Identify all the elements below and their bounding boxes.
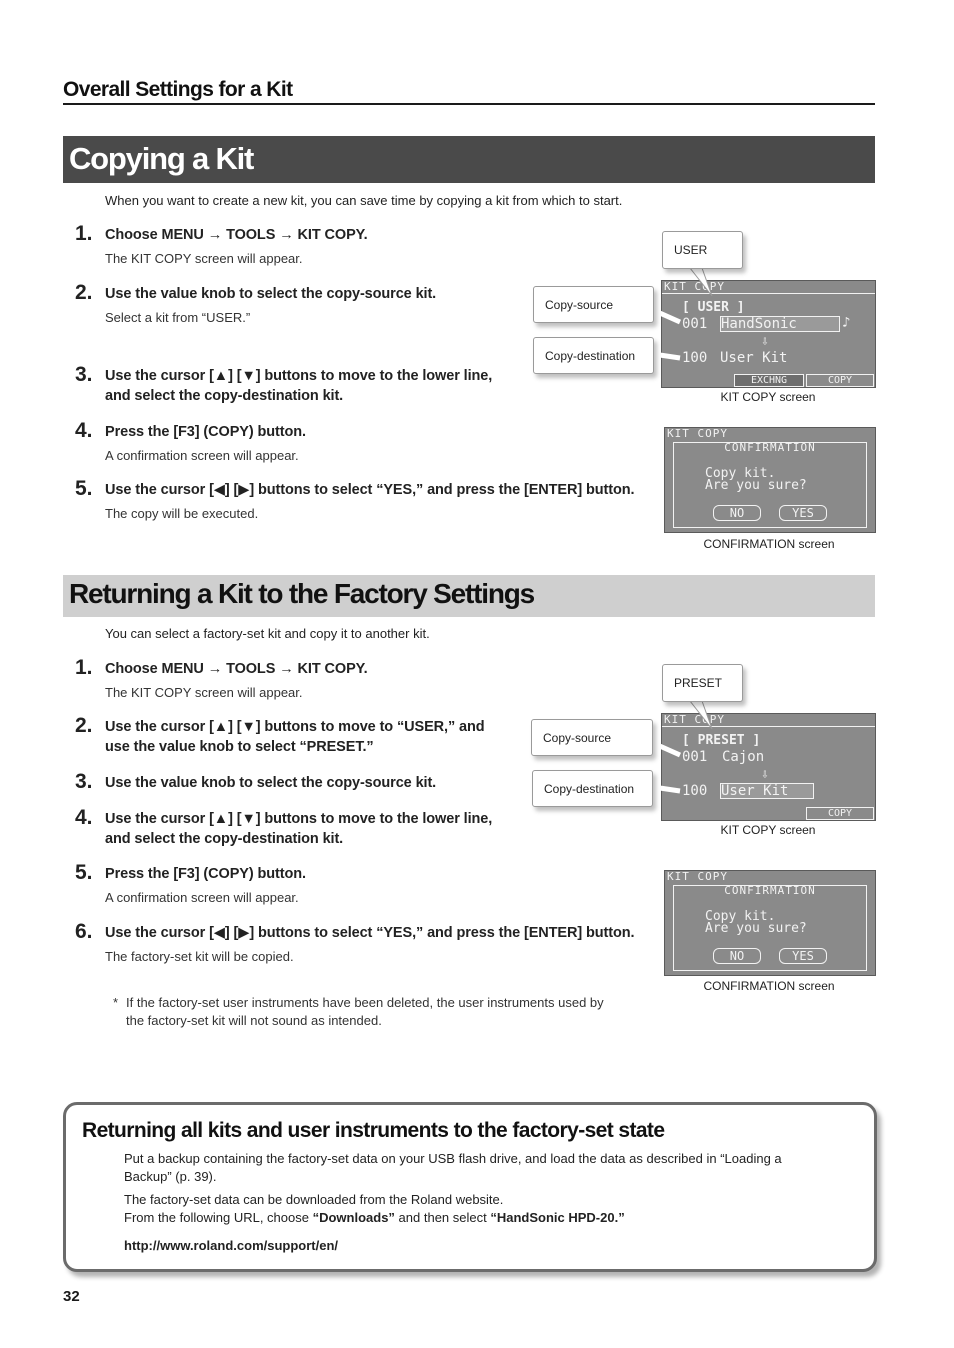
section-title: Overall Settings for a Kit — [63, 78, 293, 101]
box-title: Returning all kits and user instruments to the factory-set state — [82, 1119, 665, 1142]
step-number: 5. — [75, 477, 93, 500]
confirm-subheader: CONFIRMATION — [724, 441, 816, 454]
left-triangle-icon: ◀ — [213, 925, 225, 941]
arrow-right-icon: → — [279, 227, 294, 243]
no-button[interactable]: NO — [713, 505, 761, 521]
step-number: 2. — [75, 281, 93, 304]
pointer-user — [690, 268, 712, 296]
lcd-src-num: 001 — [682, 749, 708, 765]
lcd-dst-name: User Kit — [720, 783, 814, 799]
f3-copy-button[interactable]: COPY — [806, 807, 874, 820]
intro-copying: When you want to create a new kit, you can save time by copying a kit from which to start. — [105, 193, 623, 208]
page-number: 32 — [63, 1288, 80, 1305]
step-text-part: ] buttons to move to “USER,” and — [255, 719, 485, 735]
step-text: Press the [F3] (COPY) button. — [105, 866, 306, 882]
box-p3-downloads: “Downloads” — [312, 1210, 395, 1225]
step-text: Press the [F3] (COPY) button. — [105, 424, 306, 440]
box-p3-model: “HandSonic HPD-20.” — [490, 1210, 625, 1225]
arrow-right-icon: → — [279, 661, 294, 677]
callout-copy-source: Copy-source — [533, 286, 654, 323]
step-text-part: TOOLS — [226, 227, 276, 243]
note-icon: ♪ — [842, 315, 851, 331]
lcd-header: KIT COPY — [664, 713, 725, 726]
confirmation-screen-factory — [664, 870, 876, 976]
confirm-line1: Copy kit. — [705, 909, 776, 924]
down-triangle-icon: ▼ — [241, 811, 256, 827]
no-button[interactable]: NO — [713, 948, 761, 964]
heading-bar-copying — [63, 136, 875, 183]
down-arrow-icon: ⇩ — [761, 334, 769, 349]
down-triangle-icon: ▼ — [241, 368, 256, 384]
lcd-src-name: Cajon — [722, 749, 765, 765]
step-number: 4. — [75, 806, 93, 829]
caption-confirmation-screen: CONFIRMATION screen — [703, 537, 835, 551]
step-sub: The KIT COPY screen will appear. — [105, 685, 303, 700]
step-text — [105, 717, 485, 737]
step-number: 6. — [75, 920, 93, 943]
step-text-line2: use the value knob to select “PRESET.” — [105, 739, 374, 755]
lcd-header: KIT COPY — [667, 870, 728, 883]
step-text-part: Choose MENU — [105, 227, 204, 243]
box-p2: The factory-set data can be downloaded from the Roland website. — [124, 1192, 504, 1207]
confirm-subheader: CONFIRMATION — [724, 884, 816, 897]
step-number: 3. — [75, 770, 93, 793]
left-triangle-icon: ◀ — [213, 482, 225, 498]
down-triangle-icon: ▼ — [241, 719, 256, 735]
caption-kit-copy-screen: KIT COPY screen — [720, 390, 816, 404]
arrow-right-icon: → — [207, 661, 223, 677]
step-number: 1. — [75, 656, 93, 679]
step-text-part: ] [ — [224, 482, 239, 498]
step-text-line2: and select the copy-destination kit. — [105, 831, 344, 847]
step-text-part: Use the cursor [ — [105, 482, 214, 498]
step-text: Use the value knob to select the copy-source kit. — [105, 775, 437, 791]
lcd-header: KIT COPY — [664, 280, 725, 293]
pointer-dst — [653, 787, 680, 791]
step-text-part: KIT COPY. — [297, 227, 368, 243]
step-text-part: TOOLS — [226, 661, 276, 677]
step-sub: Select a kit from “USER.” — [105, 310, 251, 325]
f2-exchng-button[interactable]: EXCHNG — [734, 374, 804, 387]
step-text-part: Use the cursor [ — [105, 811, 214, 827]
step-text-part: ] [ — [224, 925, 239, 941]
step-text-part: ] buttons to move to the lower line, — [255, 368, 493, 384]
lcd-dst-num: 100 — [682, 350, 708, 366]
step-text: Use the value knob to select the copy-source kit. — [105, 286, 437, 302]
heading-factory: Returning a Kit to the Factory Settings — [69, 578, 535, 609]
step-text — [105, 225, 368, 245]
step-text — [105, 659, 368, 679]
callout-preset: PRESET — [662, 664, 743, 702]
right-triangle-icon: ▶ — [238, 925, 250, 941]
note-line1: If the factory-set user instruments have been deleted, the user instruments used by — [126, 995, 604, 1010]
step-number: 4. — [75, 419, 93, 442]
caption-confirmation-screen: CONFIRMATION screen — [703, 979, 835, 993]
pointer-src — [653, 310, 680, 322]
step-number: 2. — [75, 714, 93, 737]
callout-copy-source: Copy-source — [531, 719, 653, 756]
step-text-part: ] [ — [228, 719, 242, 735]
box-p3-text: and then select — [394, 1210, 491, 1225]
support-url-link[interactable]: http://www.roland.com/support/en/ — [124, 1238, 339, 1253]
up-triangle-icon: ▲ — [213, 719, 229, 735]
lcd-src-num: 001 — [682, 316, 708, 332]
box-p1-line1: Put a backup containing the factory-set data on your USB flash drive, and load the data as described in “Loading a — [124, 1151, 782, 1166]
lcd-bank: [ USER ] — [682, 300, 745, 315]
lcd-dst-num: 100 — [682, 783, 708, 799]
factory-reset-box — [63, 1102, 877, 1272]
heading-bar-factory — [63, 575, 875, 617]
confirmation-screen — [664, 427, 876, 533]
lcd-bank: [ PRESET ] — [682, 733, 761, 748]
step-text-part: Choose MENU — [105, 661, 204, 677]
box-p3 — [124, 1210, 625, 1225]
callout-copy-destination: Copy-destination — [532, 770, 653, 807]
step-sub: A confirmation screen will appear. — [105, 890, 299, 905]
lcd-header: KIT COPY — [667, 427, 728, 440]
step-text — [105, 809, 492, 829]
step-text-part: ] buttons to select “YES,” and press the [ENTER] button. — [249, 482, 635, 498]
yes-button[interactable]: YES — [779, 505, 827, 521]
confirm-line1: Copy kit. — [705, 466, 776, 481]
down-arrow-icon: ⇩ — [761, 767, 769, 782]
step-text — [105, 366, 492, 386]
step-text-part: Use the cursor [ — [105, 368, 214, 384]
step-text-part: ] buttons to select “YES,” and press the [ENTER] button. — [249, 925, 635, 941]
step-sub: The copy will be executed. — [105, 506, 259, 521]
caption-kit-copy-screen: KIT COPY screen — [720, 823, 816, 837]
callout-copy-destination: Copy-destination — [533, 337, 654, 374]
intro-factory: You can select a factory-set kit and copy it to another kit. — [105, 626, 430, 641]
step-number: 1. — [75, 222, 93, 245]
lcd-dst-name: User Kit — [720, 350, 788, 366]
step-text — [105, 923, 634, 943]
callout-user: USER — [662, 231, 743, 269]
step-text-part: ] [ — [228, 368, 242, 384]
lcd-src-name: HandSonic — [720, 316, 840, 332]
step-text-part: Use the cursor [ — [105, 719, 214, 735]
section-rule — [63, 103, 875, 105]
right-triangle-icon: ▶ — [238, 482, 250, 498]
step-sub: The factory-set kit will be copied. — [105, 949, 294, 964]
note-line2: the factory-set kit will not sound as intended. — [126, 1013, 382, 1028]
step-text-part: KIT COPY. — [297, 661, 368, 677]
heading-copying: Copying a Kit — [69, 141, 254, 176]
pointer-preset — [690, 701, 712, 729]
step-text-part: Use the cursor [ — [105, 925, 214, 941]
step-text-line2: and select the copy-destination kit. — [105, 388, 344, 404]
pointer-src — [653, 743, 680, 755]
up-triangle-icon: ▲ — [213, 368, 229, 384]
step-text — [105, 480, 634, 500]
yes-button[interactable]: YES — [779, 948, 827, 964]
step-text-part: ] buttons to move to the lower line, — [255, 811, 493, 827]
note-asterisk: * — [113, 995, 119, 1010]
step-sub: A confirmation screen will appear. — [105, 448, 299, 463]
confirm-line2: Are you sure? — [705, 478, 807, 493]
step-sub: The KIT COPY screen will appear. — [105, 251, 303, 266]
step-number: 3. — [75, 363, 93, 386]
confirm-line2: Are you sure? — [705, 921, 807, 936]
up-triangle-icon: ▲ — [213, 811, 229, 827]
box-p1-line2: Backup” (p. 39). — [124, 1169, 217, 1184]
box-p3-text: From the following URL, choose — [124, 1210, 313, 1225]
arrow-right-icon: → — [207, 227, 223, 243]
f3-copy-button[interactable]: COPY — [806, 374, 874, 387]
pointer-dst — [653, 354, 680, 358]
step-number: 5. — [75, 861, 93, 884]
step-text-part: ] [ — [228, 811, 242, 827]
